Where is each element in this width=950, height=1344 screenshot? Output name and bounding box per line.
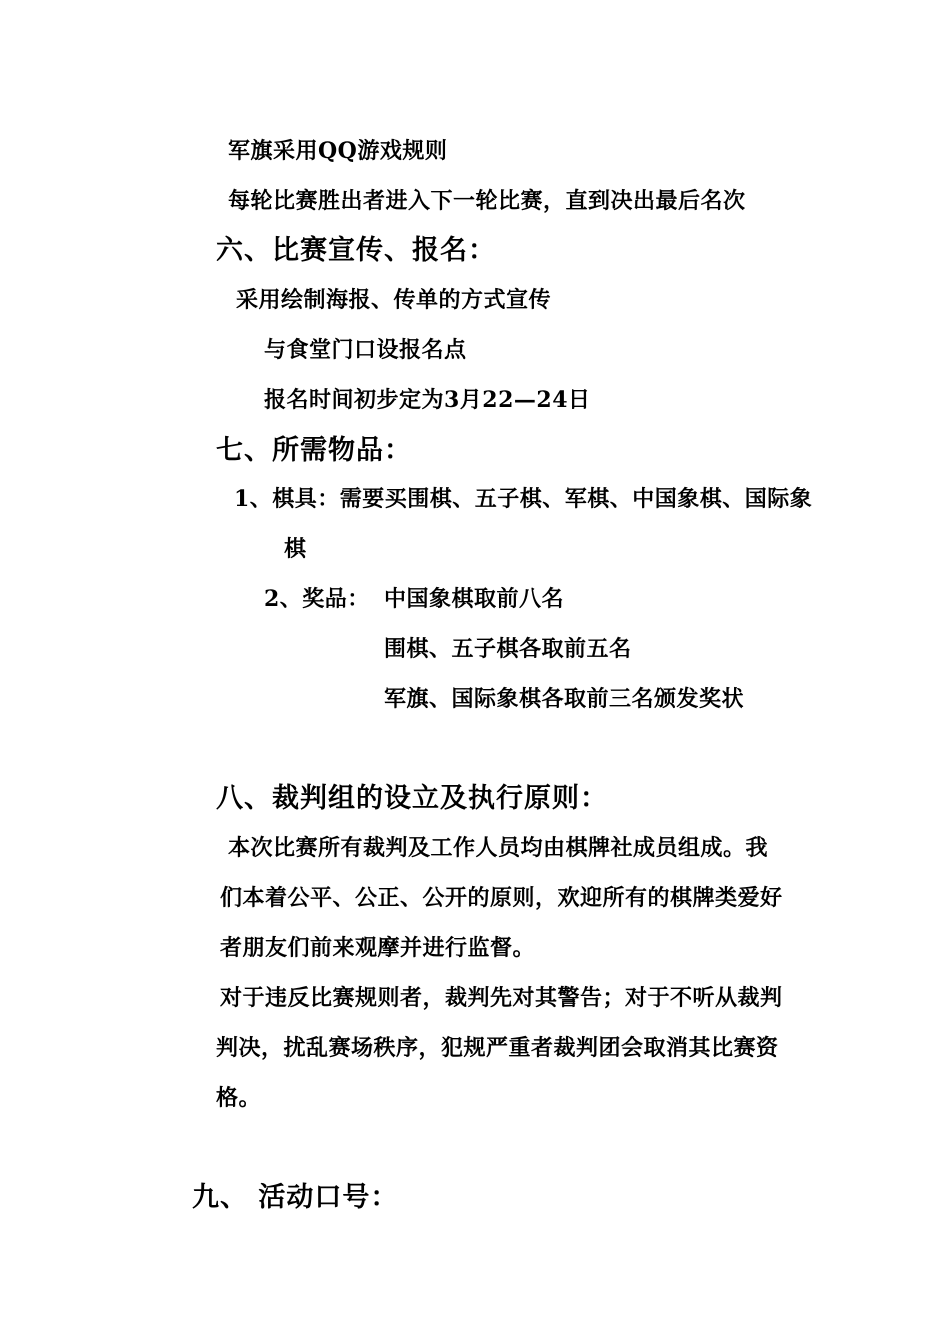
- referee-p1-line3: 者朋友们前来观摩并进行监督。: [220, 935, 536, 961]
- prize-xiangqi: 中国象棋取前八名: [384, 586, 565, 612]
- section-7-heading: 七、所需物品：: [216, 435, 412, 466]
- equipment-line1: 1、棋具：需要买围棋、五子棋、军棋、中国象棋、国际象: [234, 486, 813, 512]
- referee-p2-line2: 判决，扰乱赛场秩序，犯规严重者裁判团会取消其比赛资: [216, 1035, 779, 1061]
- referee-p2-line3: 格。: [216, 1085, 262, 1111]
- signup-location: 与食堂门口设报名点: [264, 337, 467, 363]
- section-9-heading: 九、 活动口号：: [192, 1182, 399, 1213]
- section-8-heading: 八、裁判组的设立及执行原则：: [216, 783, 608, 814]
- referee-p1-line2: 们本着公平、公正、公开的原则，欢迎所有的棋牌类爱好: [220, 885, 783, 911]
- prize-go-gomoku: 围棋、五子棋各取前五名: [384, 636, 632, 662]
- referee-p1-line1: 本次比赛所有裁判及工作人员均由棋牌社成员组成。我: [228, 835, 769, 861]
- promo-method: 采用绘制海报、传单的方式宣传: [236, 287, 552, 313]
- equipment-line2: 棋: [284, 536, 307, 562]
- rule-junqi-qq: 军旗采用QQ游戏规则: [228, 138, 448, 164]
- signup-time: 报名时间初步定为3月22—24日: [264, 387, 591, 413]
- rule-advance: 每轮比赛胜出者进入下一轮比赛，直到决出最后名次: [228, 188, 746, 214]
- prize-junqi-chess: 军旗、国际象棋各取前三名颁发奖状: [384, 686, 745, 712]
- referee-p2-line1: 对于违反比赛规则者，裁判先对其警告；对于不听从裁判: [220, 985, 783, 1011]
- prizes-label: 2、奖品：: [264, 586, 370, 612]
- section-6-heading: 六、比赛宣传、报名：: [216, 235, 496, 266]
